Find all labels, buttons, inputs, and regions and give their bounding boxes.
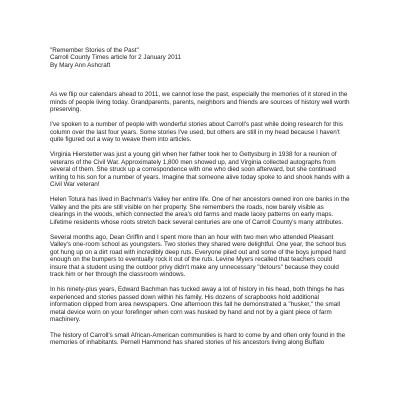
paragraph-hierstetter: Virginia Hierstetter was just a young girl when her father took her to Gettysburg in 1938 for a reunion of veterans of the Civil War. Approximately 1,800 men showed up, and Virginia collected autographs from several of them. She struck up a correspondence with one who died soon afterward, but she continued writing to his son for a number of years. Imagine that someone alive today spoke to and shook hands with a Civil War veteran!: [50, 151, 350, 189]
article-header: [50, 47, 350, 69]
article-byline: By Mary Ann Ashcraft: [50, 61, 111, 69]
paragraph-intro: As we flip our calendars ahead to 2011, we cannot lose the past, especially the memories of it stored in the minds of people living today. Grandparents, parents, neighbors and friends are sources of history well worth preserving.: [50, 91, 350, 113]
paragraph-bachman: In his ninety-plus years, Edward Bachman has tucked away a lot of history in his head, both things he has experienced and stories passed down within his family. His dozens of scrapbooks hold additional information clipped from area newspapers. One afternoon this fall he demonstrated a "husker," the small metal device worn on your forefinger when corn was husked by hand and not by a giant piece of farm machinery.: [50, 286, 345, 324]
article-source: Carroll County Times article for 2 January 2011: [50, 54, 182, 62]
article-title: "Remember Stories of the Past": [50, 47, 139, 54]
article-body: [50, 91, 350, 354]
paragraph-totura: Helen Totura has lived in Bachman's Valley her entire life. One of her ancestors owned iron ore banks in the Valley and the pits are still visible on her property. She remembers the roads, now barely visible as clearings in the woods, which connected the area's old farms and made lacey patterns on early maps. Lifetime residents whose roots stretch back several centuries are one of Carroll County's many attributes.: [50, 196, 350, 226]
paragraph-pleasant-valley: Several months ago, Dean Griffin and I spent more than an hour with two men who attended Pleasant Valley's one-room school as youngsters. Two stories they shared were delightful. One year, the school bus got hung up on a dirt road with incredibly deep ruts. Everyone piled out and some of the boys jumped hard enough on the bumpers to eventually rock it out of the ruts. Levine Myers recalled that teachers could insure that a student using the outdoor privy didn't make any unnecessary "detours" because they could track him or her through the classroom windows.: [50, 233, 347, 279]
paragraph-african-american: The history of Carroll's small African-American communities is hard to come by and often only found in the memories of inhabitants. Pernell Hammond has shared stories of his ancestors living along Buffalo: [50, 331, 346, 347]
paragraph-research: I've spoken to a number of people with wonderful stories about Carroll's past while doing research for this column over the last four years. Some stories I've used, but others are still in my head because I haven't quite figured out a way to weave them into articles.: [50, 121, 343, 144]
